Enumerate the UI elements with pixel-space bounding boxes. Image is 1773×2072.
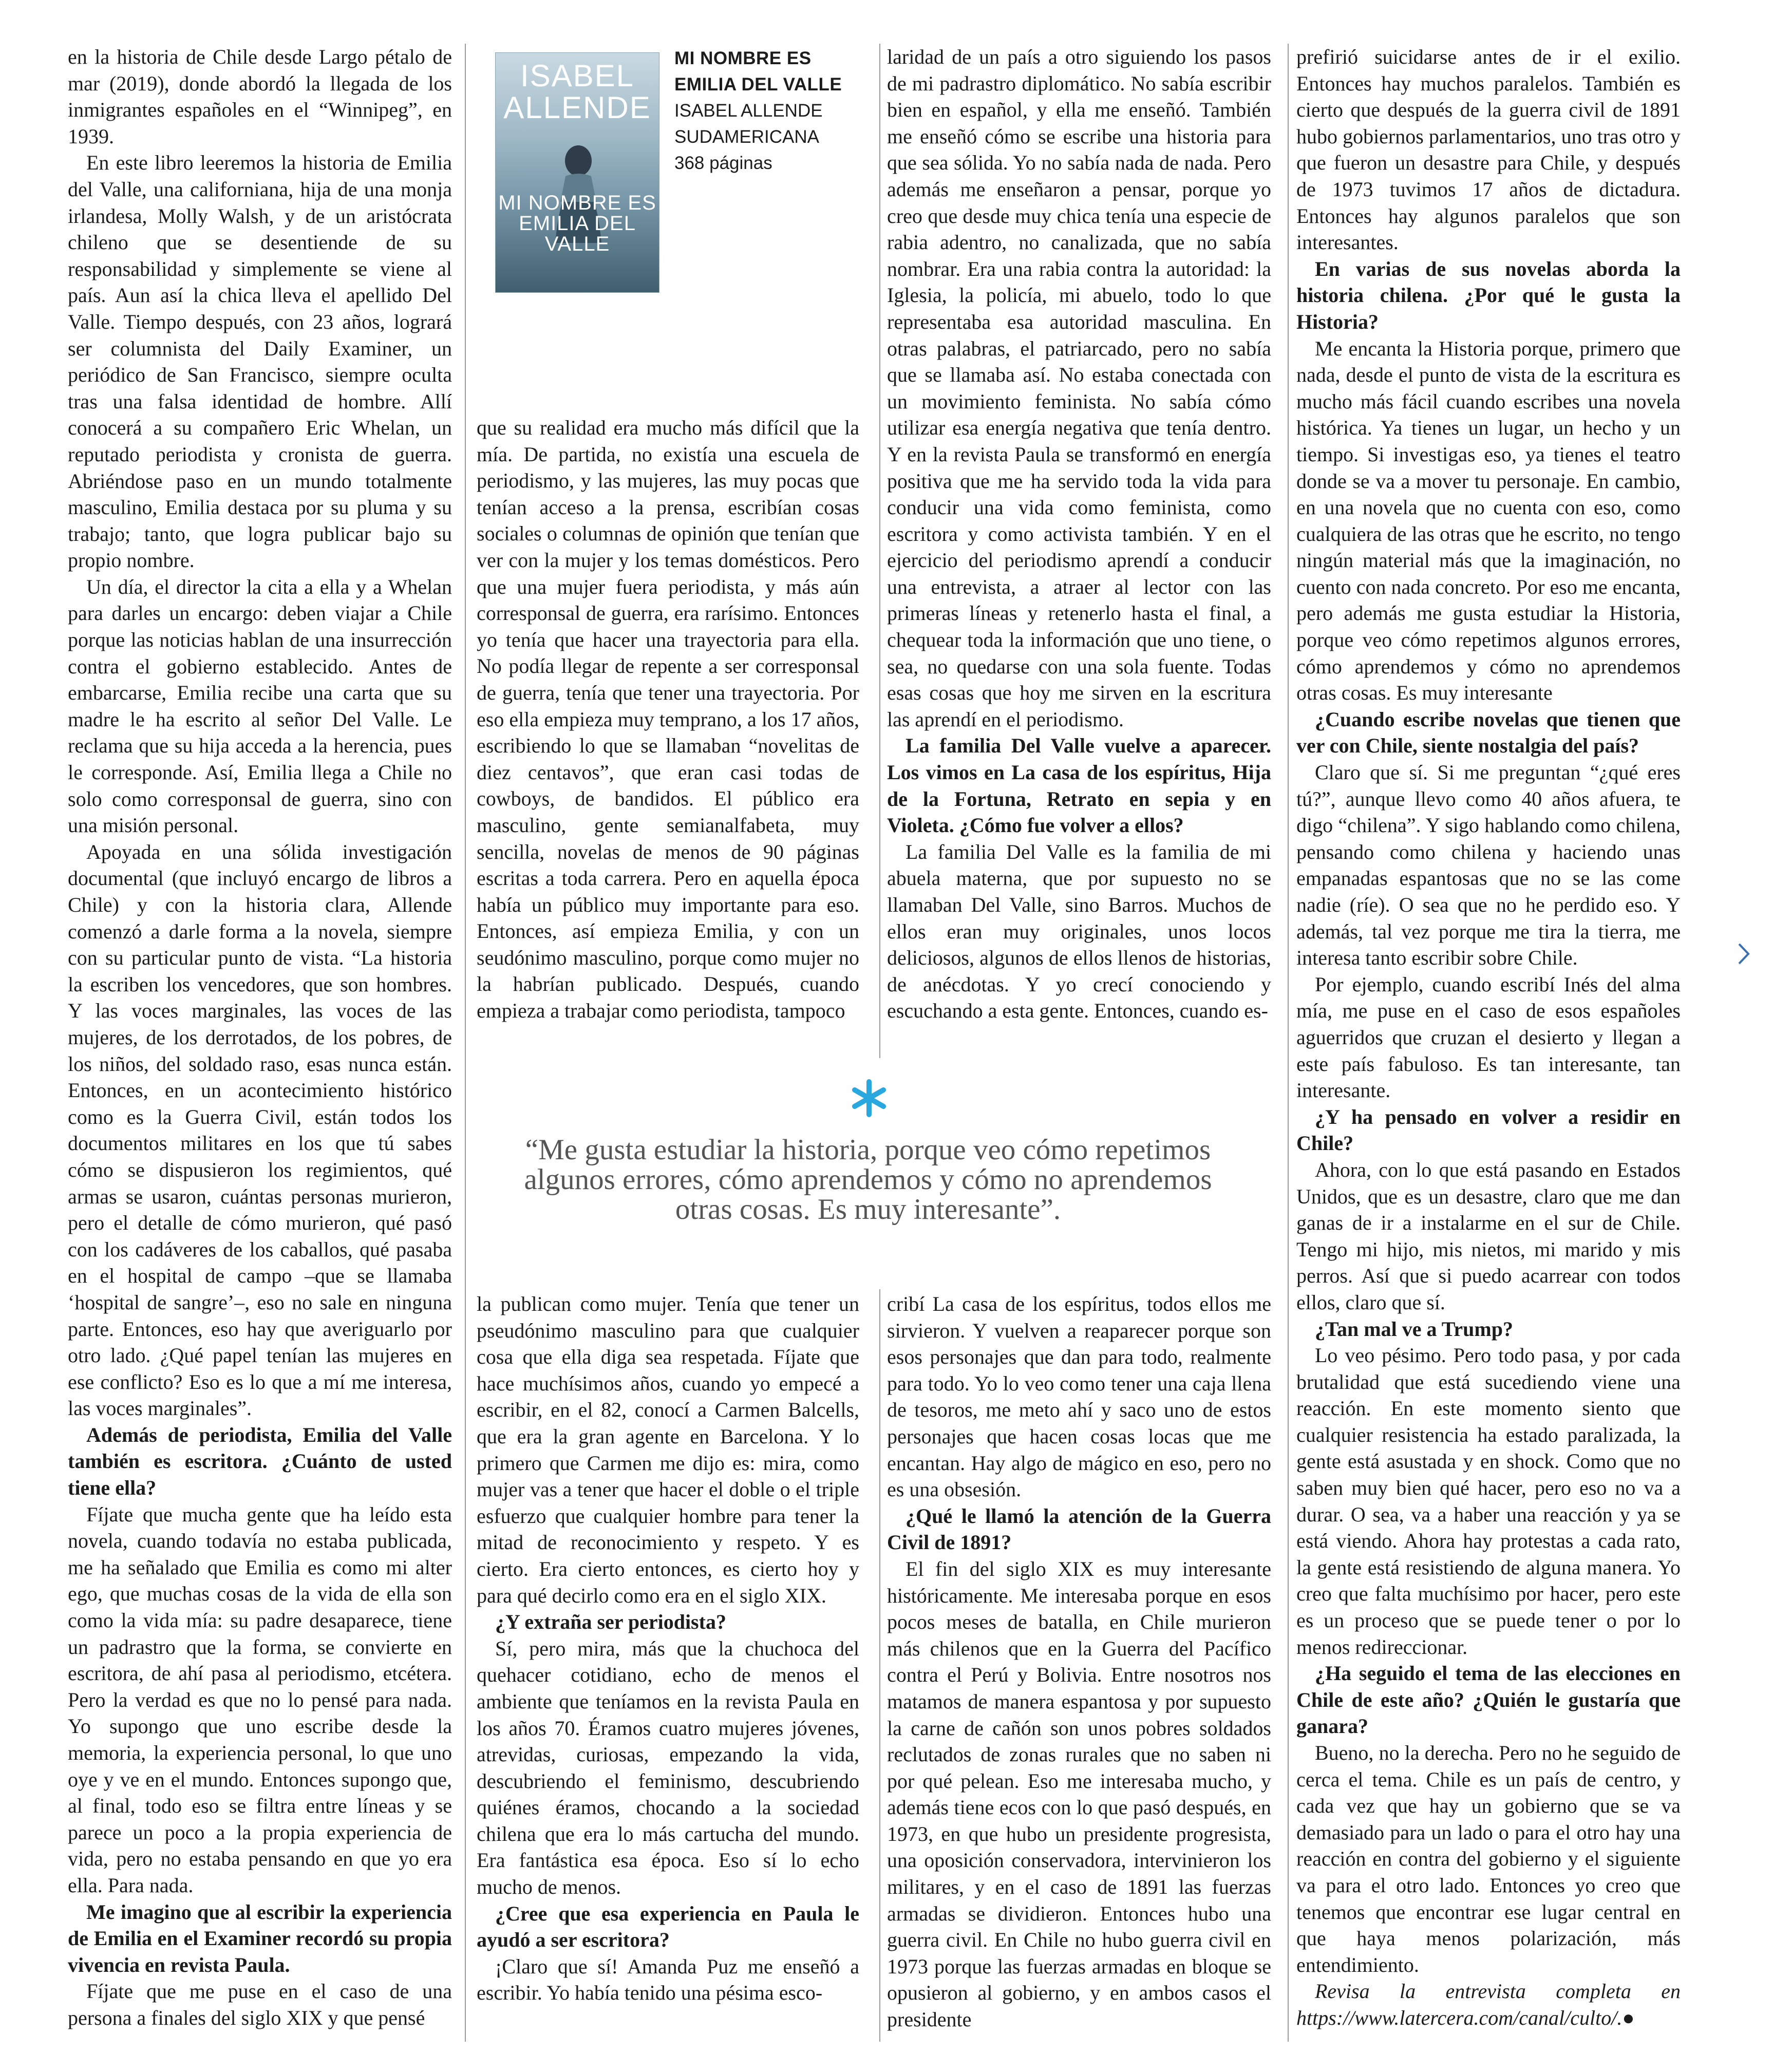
body-paragraph: que su realidad era mucho más difícil que la mía. De partida, no existía una escuela de periodismo, y las mujeres, las muy pocas que tenían acceso a la prensa, escribían cosas sociales o columnas de opinión que tenían que ver con la mujer y los temas domésticos. Pero que una mujer fuera periodista, y más aún corresponsal de guerra, era rarísimo. Entonces yo tenía que hacer una trayectoria para ella. No podía llegar de repente a ser corresponsal de guerra, tenía que tener una trayectoria. Por eso ella empieza muy temprano, a los 17 años, escribiendo lo que se llamaban “novelitas de diez centavos”, que eran casi todas de cowboys, de bandidos. El público era masculino, gente semianalfabeta, muy sencilla, novelas de menos de 90 páginas escritas a toda carrera. Pero en aquella época había un público muy importante para eso. Entonces, así empieza Emilia, y con un seudónimo masculino, porque como mujer no la habrían publicado. Después, cuando empieza a trabajar como periodista, tampoco <box>477 416 859 1023</box>
body-paragraph: Apoyada en una sólida investigación documental (que incluyó encargo de libros a Chile) y con la historia clara, Allende comenzó a darle forma a la novela, siempre con su particular punto de vista. “La historia la escriben los vencedores, que son hombres. Y las voces marginales, las voces de las mujeres, de los derrotados, de los pobres, de los niños, del soldado raso, esas nunca están. Entonces, en un acontecimiento histórico como es la Guerra Civil, están todos los documentos militares en los que tú sabes cómo se dispusieron los regimientos, qué armas se usaron, cuántas personas murieron, pero el detalle de cómo murieron, qué pasó con los cadáveres de los caballos, qué pasaba en el hospital de campo –que se llamaba ‘hospital de sangre’–, eso no sale en ninguna parte. Entonces, eso hay que averiguarlo por otro lado. ¿Qué papel tenían las mujeres en ese conflicto? Eso es lo que a mí me interesa, las voces marginales”. <box>68 840 452 1420</box>
column-rule <box>465 44 466 2042</box>
column-rule <box>879 44 880 1058</box>
cover-author-text: ISABEL ALLENDE <box>503 59 651 125</box>
body-paragraph: Revisa la entrevista completa en https://www.latercera.com/canal/culto/.● <box>1296 1980 1681 2029</box>
book-cover-image <box>496 53 659 292</box>
body-paragraph: cribí La casa de los espíritus, todos ellos me sirvieron. Y vuelven a reaparecer porque son esos personajes que dan para todo, realmente para todo. Yo lo veo como tener una caja llena de tesoros, me meto ahí y saco uno de estos personajes que hacen cosas locas que me encantan. Hay algo de mágico en eso, pero no es una obsesión. <box>887 1292 1271 1501</box>
body-paragraph: Ahora, con lo que está pasando en Estados Unidos, que es un desastre, claro que me dan ganas de ir a instalarme en el sur de Chile. Tengo mi hijo, mis nietos, mi marido y mis perros. Así que si puedo acarrear con todos ellos, claro que sí. <box>1296 1158 1681 1314</box>
interview-question: ¿Tan mal ve a Trump? <box>1315 1317 1513 1341</box>
body-paragraph: Fíjate que me puse en el caso de una persona a finales del siglo XIX y que pensé <box>68 1980 452 2029</box>
book-pages: 368 páginas <box>674 153 772 173</box>
cover-title-text: MI NOMBRE ES EMILIA DEL VALLE <box>498 192 656 255</box>
interview-question: ¿Y extraña ser periodista? <box>495 1610 726 1634</box>
body-paragraph: en la historia de Chile desde Largo pétalo de mar (2019), donde abordó la llegada de los inmigrantes españoles en el “Winnipeg”, en 1939. <box>68 45 452 148</box>
interview-question: ¿Y ha pensado en volver a residir en Chile? <box>1296 1105 1681 1155</box>
asterisk-icon <box>848 1078 890 1119</box>
column-rule <box>1288 44 1289 2042</box>
body-paragraph: El fin del siglo XIX es muy interesante históricamente. Me interesaba porque en esos pocos meses de batalla, en Chile murieron más chilenos que en la Guerra del Pacífico contra el Perú y Bolivia. Entre nosotros nos matamos de manera espantosa y por supuesto la carne de cañón son unos pobres soldados reclutados de zonas rurales que no saben ni por qué pelean. Eso me interesaba mucho, y además tiene ecos con lo que pasó después, en 1973, en que hubo un presidente progresista, una oposición conservadora, intervinieron los militares, y en el caso de 1891 las fuerzas armadas se dividieron. Entonces hubo una guerra civil. En Chile no hubo guerra civil en 1973 porque las fuerzas armadas en bloque se opusieron al gobierno, y en ambos casos el presidente <box>887 1557 1271 2031</box>
body-paragraph: ¡Claro que sí! Amanda Puz me enseñó a escribir. Yo había tenido una pésima esco- <box>477 1954 859 2005</box>
book-author: ISABEL ALLENDE <box>674 101 823 121</box>
interview-question: ¿Cuando escribe novelas que tienen que ver con Chile, siente nostalgia del país? <box>1296 707 1681 758</box>
interview-question: En varias de sus novelas aborda la historia chilena. ¿Por qué le gusta la Historia? <box>1296 257 1681 333</box>
next-page-arrow-icon[interactable] <box>1736 941 1751 967</box>
interview-question: ¿Ha seguido el tema de las elecciones en Chile de este año? ¿Quién le gustaría que ganara? <box>1296 1662 1681 1738</box>
body-paragraph: En este libro leeremos la historia de Emilia del Valle, una californiana, hija de una monja irlandesa, Molly Walsh, y de un aristócrata chileno que se desentiende de su responsabilidad y simplemente se viene al país. Aun así la chica lleva el apellido Del Valle. Tiempo después, con 23 años, logrará ser columnista del Daily Examiner, un periódico de San Francisco, siempre oculta tras una falsa identidad de hombre. Allí conocerá a su compañero Eric Whelan, un reputado periodista y cronista de guerra. Abriéndose paso en un mundo totalmente masculino, Emilia destaca por su pluma y su trabajo; tanto, que logra publicar bajo su propio nombre. <box>68 151 452 572</box>
column-4 <box>1296 44 1681 2031</box>
interview-question: Me imagino que al escribir la experiencia de Emilia en el Examiner recordó su propia vivencia en revista Paula. <box>68 1900 452 1976</box>
body-paragraph: Sí, pero mira, más que la chuchoca del quehacer cotidiano, echo de menos el ambiente que teníamos en la revista Paula en los años 70. Éramos cuatro mujeres jóvenes, atrevidas, curiosas, empezando la vida, descubriendo el feminismo, descubriendo quiénes éramos, chocando a la sociedad chilena que era lo más cartucha del mundo. Era fantástica esa época. Eso sí lo echo mucho de menos. <box>477 1636 859 1899</box>
book-info <box>674 45 870 176</box>
body-paragraph: Bueno, no la derecha. Pero no he seguido de cerca el tema. Chile es un país de centro, y cada vez que hay un gobierno que se va demasiado para un lado o para el otro hay una reacción en contra del gobierno y el siguiente va para el otro lado. Entonces yo creo que tenemos que encontrar ese lugar central en que haya menos polarización, más entendimiento. <box>1296 1741 1681 1976</box>
column-2-top <box>477 415 859 1024</box>
book-publisher: SUDAMERICANA <box>674 127 819 147</box>
book-title: MI NOMBRE ES EMILIA DEL VALLE <box>674 48 842 95</box>
body-paragraph: Lo veo pésimo. Pero todo pasa, y por cada brutalidad que está sucediendo viene una reacción. En este momento siento que cualquier resistencia ha estado paralizada, la gente está asustada y en shock. Como que no saben muy bien qué hacer, pero eso no va a durar. O sea, va a haber una reacción y ya se está viendo. Ahora hay protestas a cada rato, la gente está resistiendo de alguna manera. Yo creo que falta muchísimo por hacer, pero este es un proceso que se puede tener o por lo menos redireccionar. <box>1296 1344 1681 1659</box>
body-paragraph: prefirió suicidarse antes de ir el exilio. Entonces hay muchos paralelos. También es cierto que después de la guerra civil de 1891 hubo gobiernos parlamentarios, uno tras otro y que fueron un desastre para Chile, y después de 1973 tuvimos 17 años de dictadura. Entonces hay algunos paralelos que son interesantes. <box>1296 45 1681 254</box>
column-3-bottom <box>887 1291 1271 2033</box>
interview-question: Además de periodista, Emilia del Valle también es escritora. ¿Cuánto de usted tiene ella? <box>68 1423 452 1500</box>
body-paragraph: Claro que sí. Si me preguntan “¿qué eres tú?”, aunque llevo como 40 años afuera, te digo “chilena”. Y sigo hablando como chilena, pensando como chilena y haciendo unas empanadas espantosas que no se las come nadie (ríe). O sea que no he perdido eso. Y además, tal vez porque me tira la tierra, me interesa tanto escribir sobre Chile. <box>1296 761 1681 970</box>
body-paragraph: Por ejemplo, cuando escribí Inés del alma mía, me puse en el caso de esos españoles aguerridos que cruzan el desierto y llegan a este país fabuloso. Es tan interesante, tan interesante. <box>1296 972 1681 1102</box>
interview-question: La familia Del Valle vuelve a aparecer. Los vimos en La casa de los espíritus, Hija de la Fortuna, Retrato en sepia y en Violeta. ¿Cómo fue volver a ellos? <box>887 734 1271 837</box>
column-rule <box>879 1289 880 2042</box>
body-paragraph: Me encanta la Historia porque, primero que nada, desde el punto de vista de la escritura es mucho más fácil cuando escribes una novela histórica. Ya tienes un lugar, un hecho y un tiempo. Si investigas eso, ya tienes el teatro donde se va a mover tu personaje. En cambio, en una novela que no cuenta con eso, como cualquiera de las otras que he escrito, no tengo ningún material más que la imaginación, no cuento con nada concreto. Por eso me encanta, pero además me gusta estudiar la Historia, porque veo cómo repetimos algunos errores, cómo aprendemos y cómo no aprendemos otras cosas. Es muy interesante <box>1296 336 1681 705</box>
column-3-top <box>887 44 1271 1024</box>
body-paragraph: Un día, el director la cita a ella y a Whelan para darles un encargo: deben viajar a Chile porque las noticias hablan de una insurrección contra el gobierno establecido. Antes de embarcarse, Emilia recibe una carta que su madre le ha escrito al señor Del Valle. Le reclama que su hija acceda a la herencia, pues le corresponde. Así, Emilia llega a Chile no solo como corresponsal de guerra, sino con una misión personal. <box>68 575 452 837</box>
interview-question: ¿Qué le llamó la atención de la Guerra Civil de 1891? <box>887 1504 1271 1554</box>
column-2-bottom <box>477 1291 859 2006</box>
interview-question: ¿Cree que esa experiencia en Paula le ayudó a ser escritora? <box>477 1901 859 1952</box>
body-paragraph: la publican como mujer. Tenía que tener un pseudónimo masculino para que cualquier cosa que ella diga sea respetada. Fíjate que hace muchísimos años, cuando yo empecé a escribir, en el 82, conocí a Carmen Balcells, que era la gran agente en Barcelona. Y lo primero que Carmen me dijo es: mira, como mujer vas a tener que hacer el doble o el triple esfuerzo que cualquier hombre para tener la mitad de reconocimiento y respeto. Y es cierto. Era cierto entonces, es cierto hoy y para qué decirlo como era en el siglo XIX. <box>477 1292 859 1607</box>
column-1 <box>68 44 452 2031</box>
body-paragraph: laridad de un país a otro siguiendo los pasos de mi padrastro diplomático. No sabía escribir bien en español, y ella me enseñó. También me enseñó cómo se escribe una historia para que sea sólida. Yo no sabía nada de nada. Pero además me enseñaron a pensar, porque yo creo que desde muy chica tenía una especie de rabia adentro, no canalizada, que no sabía nombrar. Era una rabia contra la autoridad: la Iglesia, la policía, mi abuelo, todo lo que representaba esa autoridad masculina. En otras palabras, el patriarcado, pero no sabía que se llamaba así. No estaba conectada con un movimiento feminista. No sabía cómo utilizar esa energía negativa que tenía dentro. Y en la revista Paula se transformó en energía positiva que me ha servido toda la vida para conducir una vida como feminista, como escritora y como activista también. Y en el ejercicio del periodismo aprendí a conducir una entrevista, a atraer al lector con las primeras líneas y retenerlo hasta el final, a chequear toda la información que uno tiene, o sea, no quedarse con una sola fuente. Todas esas cosas que hoy me sirven en la escritura las aprendí en el periodismo. <box>887 45 1271 731</box>
pull-quote: “Me gusta estudiar la historia, porque veo cómo repetimos algunos errores, cómo aprendemos y cómo no aprendemos otras cosas. Es muy interesante”. <box>524 1134 1212 1226</box>
body-paragraph: La familia Del Valle es la familia de mi abuela materna, que por supuesto no se llamaban Del Valle, sino Barros. Muchos de ellos eran muy originales, unos locos deliciosos, algunos de ellos llenos de historias, de anécdotas. Y yo crecí conociendo y escuchando a esta gente. Entonces, cuando es- <box>887 840 1271 1023</box>
body-paragraph: Fíjate que mucha gente que ha leído esta novela, cuando todavía no estaba publicada, me ha señalado que Emilia es como mi alter ego, que muchas cosas de la vida de ella son como la vida mía: su padre desaparece, tiene un padrastro que la forma, se convierte en escritora, de ahí pasa al periodismo, etcétera. Pero la verdad es que no lo pensé para nada. Yo supongo que uno escribe desde la memoria, la experiencia personal, lo que uno oye y ve en el mundo. Entonces supongo que, al final, todo eso se filtra entre líneas y se parece un poco a la propia experiencia de vida, pero no estaba pensando en que yo era ella. Para nada. <box>68 1502 452 1897</box>
